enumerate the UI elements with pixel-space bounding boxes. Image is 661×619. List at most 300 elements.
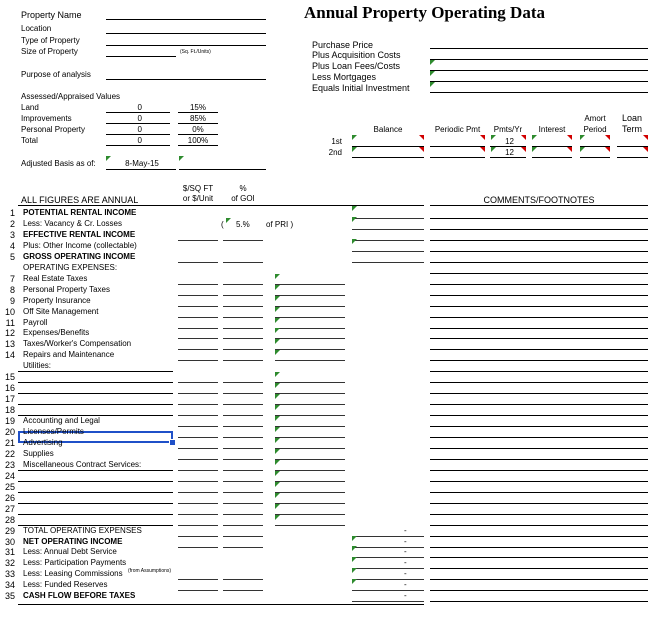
row-label: Advertising [23,438,63,447]
pct-goi-cell [223,481,263,482]
loan-2nd-interest[interactable] [532,157,572,158]
row-number: 35 [4,591,15,601]
expense-input-cell[interactable] [275,404,345,405]
input-marker-icon [352,568,357,573]
per-unit-cell [178,459,218,460]
personal-property-label: Personal Property [21,125,86,134]
comments-header-divider [430,205,648,206]
per-sqft-header-line1: $/SQ FT [182,184,214,193]
comment-cell[interactable] [430,579,648,580]
loan-1st-pmts-yr[interactable]: 12 [505,137,514,146]
per-unit-cell [178,349,218,350]
row-label: TOTAL OPERATING EXPENSES [23,526,142,535]
input-marker-icon [275,296,280,301]
row-number: 7 [9,274,15,284]
row-underline[interactable] [18,404,173,405]
row-number: 4 [9,241,15,251]
land-label: Land [21,103,39,112]
input-marker-icon [430,60,435,65]
row-number: 19 [4,416,15,426]
expense-input-cell[interactable] [275,338,345,339]
row-number: 3 [9,230,15,240]
row-number: 32 [4,558,15,568]
row-number: 10 [4,307,15,317]
comment-marker-icon [419,147,424,152]
row-label: Miscellaneous Contract Services: [23,460,142,469]
row-number: 22 [4,449,15,459]
row-number: 26 [4,493,15,503]
total-pct: 100% [187,136,209,145]
pct-goi-cell [223,437,263,438]
pct-goi-cell [223,306,263,307]
row-number: 13 [4,339,15,349]
row-number: 20 [4,427,15,437]
input-marker-icon [275,493,280,498]
row-label: Expenses/Benefits [23,328,90,337]
input-marker-icon [275,328,280,333]
row-number: 1 [9,208,15,218]
input-marker-icon [275,471,280,476]
pct-goi-cell [223,262,263,263]
input-marker-icon [352,557,357,562]
row-number: 27 [4,504,15,514]
row-label: POTENTIAL RENTAL INCOME [23,208,137,217]
comments-footnotes-header: COMMENTS/FOOTNOTES [483,195,595,205]
row-number: 25 [4,482,15,492]
input-marker-icon [430,82,435,87]
comment-marker-icon [521,147,526,152]
expense-input-cell[interactable] [275,448,345,449]
pct-goi-cell [223,338,263,339]
total-cell [352,601,424,602]
comment-cell[interactable] [430,284,648,285]
total-cell [352,568,424,569]
comment-cell[interactable] [430,459,648,460]
row-number: 33 [4,569,15,579]
total-dash: - [404,558,407,567]
row-label: Repairs and Maintenance [23,350,115,359]
input-marker-icon [275,504,280,509]
comment-cell[interactable] [430,514,648,515]
initial-investment-value [430,92,648,93]
input-marker-icon [352,206,357,211]
pct-goi-cell [223,448,263,449]
row-label: Licenses/Permits [23,427,84,436]
total-dash: - [404,547,407,556]
total-value: 0 [137,136,142,145]
row-underline[interactable] [18,382,173,383]
loan-term-header-line2: Term [622,124,642,134]
adjusted-basis-date[interactable]: 8-May-15 [125,159,159,168]
row-number: 12 [4,328,15,338]
comment-marker-icon [605,147,610,152]
row-underline[interactable] [18,371,173,372]
comment-cell[interactable] [430,306,648,307]
per-unit-cell [178,503,218,504]
input-marker-icon [275,515,280,520]
per-unit-cell [178,284,218,285]
acquisition-costs-input[interactable] [430,59,648,60]
property-name-label: Property Name [21,10,82,20]
comment-cell[interactable] [430,328,648,329]
comment-cell[interactable] [430,448,648,449]
row-underline[interactable] [18,393,173,394]
pct-goi-cell [223,579,263,580]
type-of-property-label: Type of Property [21,36,80,45]
input-marker-icon [352,217,357,222]
loan-fees-input[interactable] [430,70,648,71]
comment-marker-icon [643,147,648,152]
loan-1st-periodic-pmt [430,146,485,147]
total-dash: - [404,526,407,535]
per-unit-cell [178,393,218,394]
loan-2nd-amort[interactable] [580,157,610,158]
pct-goi-cell [223,404,263,405]
input-marker-icon [275,394,280,399]
input-marker-icon [275,285,280,290]
row-label: Accounting and Legal [23,416,100,425]
per-unit-cell [178,382,218,383]
comment-cell[interactable] [430,601,648,602]
loan-1st-balance[interactable] [352,146,424,147]
loan-1st-label: 1st [331,137,342,146]
less-mortgages-input[interactable] [430,81,648,82]
input-marker-icon [352,546,357,551]
comment-cell[interactable] [430,492,648,493]
row-label: Less: Annual Debt Service [23,547,117,556]
per-unit-cell [178,338,218,339]
per-sqft-header-line2: or $/Unit [182,194,214,203]
per-unit-cell [178,481,218,482]
pct-goi-cell [223,317,263,318]
expense-input-cell[interactable] [275,382,345,383]
pct-goi-header-line1: % [239,184,247,193]
row-underline[interactable] [18,492,173,493]
row-label: Less: Participation Payments [23,558,127,567]
comment-cell[interactable] [430,470,648,471]
comment-cell[interactable] [430,349,648,350]
per-unit-cell [178,262,218,263]
row-number: 17 [4,394,15,404]
expense-input-cell[interactable] [275,393,345,394]
row-number: 34 [4,580,15,590]
expense-input-cell[interactable] [275,360,345,361]
expense-input-cell[interactable] [275,481,345,482]
expense-input-cell[interactable] [275,514,345,515]
pct-goi-cell [223,349,263,350]
per-unit-cell [178,317,218,318]
comment-marker-icon [643,135,648,140]
loan-2nd-label: 2nd [328,148,342,157]
row-number: 14 [4,350,15,360]
total-cell[interactable] [352,218,424,219]
fill-handle[interactable] [169,439,176,446]
total-dash: - [404,569,407,578]
row-number: 11 [5,318,15,328]
pct-goi-cell [223,525,263,526]
total-cell [352,240,424,241]
expense-input-cell[interactable] [275,470,345,471]
total-cell [352,262,424,263]
per-unit-cell [178,579,218,580]
pct-goi-cell [223,426,263,427]
input-marker-icon [352,536,357,541]
row-number: 23 [4,460,15,470]
per-unit-cell [178,492,218,493]
row-label: Personal Property Taxes [23,285,111,294]
pct-goi-cell [223,503,263,504]
input-marker-icon [580,147,585,152]
size-of-property-input[interactable] [106,56,176,57]
input-marker-icon [580,135,585,140]
input-marker-icon [275,372,280,377]
expense-input-cell[interactable] [275,284,345,285]
input-marker-icon [275,449,280,454]
input-marker-icon [275,416,280,421]
comment-cell[interactable] [430,525,648,526]
pct-goi-cell [223,536,263,537]
pct-goi-cell [223,240,263,241]
row-label: Taxes/Worker's Compensation [23,339,132,348]
total-dash: - [404,591,407,600]
expense-input-cell[interactable] [275,415,345,416]
comment-cell[interactable] [430,218,648,219]
expense-input-cell[interactable] [275,349,345,350]
expense-input-cell[interactable] [275,426,345,427]
amort-header-line1: Amort [584,114,606,123]
pct-goi-cell [223,360,263,361]
row-label: NET OPERATING INCOME [23,537,123,546]
balance-header: Balance [373,125,403,134]
total-cell [352,557,424,558]
row-number: 29 [4,526,15,536]
table-bottom-border [18,604,424,605]
acquisition-costs-label: Plus Acquisition Costs [312,50,401,60]
expense-input-cell[interactable] [275,328,345,329]
purchase-price-input[interactable] [430,48,648,49]
expense-input-cell[interactable] [275,459,345,460]
comment-marker-icon [567,147,572,152]
purpose-label: Purpose of analysis [21,70,91,79]
pct-goi-cell [223,393,263,394]
comment-cell[interactable] [430,404,648,405]
total-cell [352,547,424,548]
input-marker-icon [275,460,280,465]
row-label: Utilities: [23,361,52,370]
row-number: 5 [9,252,15,262]
per-unit-cell [178,306,218,307]
size-of-property-label: Size of Property [21,47,78,56]
row-underline[interactable] [18,481,173,482]
per-unit-cell [178,470,218,471]
expense-input-cell[interactable] [275,295,345,296]
pct-goi-header-line2: of GOI [231,194,255,203]
comment-cell[interactable] [430,503,648,504]
row-number: 31 [4,547,15,557]
header-divider [18,205,424,206]
improvements-value[interactable]: 0 [137,114,142,123]
comment-cell[interactable] [430,568,648,569]
input-marker-icon [275,339,280,344]
vacancy-pct[interactable]: 5.% [236,220,250,229]
total-cell [352,536,424,537]
expense-input-cell[interactable] [275,525,345,526]
land-pct[interactable]: 15% [189,103,206,112]
comment-cell[interactable] [430,317,648,318]
total-dash: - [404,537,407,546]
purpose-input[interactable] [106,79,266,80]
interest-header: Interest [538,125,566,134]
loan-2nd-balance[interactable] [352,157,424,158]
pmts-yr-header: Pmts/Yr [493,125,523,134]
expense-input-cell[interactable] [275,306,345,307]
input-marker-icon [352,147,357,152]
loan-1st-interest[interactable] [532,146,572,147]
comment-cell[interactable] [430,273,648,274]
improvements-pct[interactable]: 85% [189,114,206,123]
expense-input-cell[interactable] [275,503,345,504]
input-marker-icon [532,147,537,152]
comment-cell[interactable] [430,557,648,558]
comment-cell[interactable] [430,536,648,537]
page-title: Annual Property Operating Data [304,3,545,22]
row-underline[interactable] [18,503,173,504]
input-marker-icon [275,350,280,355]
participation-note: (from Assumptions) [128,568,172,574]
comment-cell[interactable] [430,360,648,361]
pct-goi-cell [223,328,263,329]
personal-property-pct[interactable]: 0% [192,125,204,134]
loan-term-header-line1: Loan [621,113,643,123]
row-label: Off Site Management [23,307,99,316]
total-cell[interactable] [352,229,424,230]
per-unit-cell [178,514,218,515]
pct-goi-cell [223,415,263,416]
assessed-values-label: Assessed/Appraised Values [21,92,121,101]
row-label: Property Insurance [23,296,91,305]
input-marker-icon [106,156,111,161]
comment-cell[interactable] [430,590,648,591]
per-unit-cell [178,437,218,438]
input-marker-icon [275,318,280,323]
row-underline[interactable] [18,514,173,515]
pct-goi-cell [223,470,263,471]
comment-marker-icon [521,135,526,140]
row-label: Less: Funded Reserves [23,580,108,589]
comment-cell[interactable] [430,262,648,263]
comment-cell[interactable] [430,338,648,339]
comment-cell[interactable] [430,415,648,416]
expense-input-cell[interactable] [275,437,345,438]
per-unit-cell [178,328,218,329]
pct-goi-cell [223,382,263,383]
personal-property-value[interactable]: 0 [137,125,142,134]
total-dash: - [404,580,407,589]
total-label: Total [21,136,38,145]
comment-cell[interactable] [430,437,648,438]
comment-cell[interactable] [430,251,648,252]
per-unit-cell [178,240,218,241]
pct-goi-cell [223,590,263,591]
type-of-property-input[interactable] [106,45,266,46]
row-number: 8 [9,285,15,295]
per-unit-cell [178,415,218,416]
input-marker-icon [275,405,280,410]
row-label: GROSS OPERATING INCOME [23,252,136,261]
vacancy-open-paren: ( [221,220,224,229]
location-input[interactable] [106,33,266,34]
comment-marker-icon [567,135,572,140]
comment-cell[interactable] [430,240,648,241]
row-number: 21 [4,438,15,448]
pct-goi-cell [223,459,263,460]
loan-2nd-pmts-yr[interactable]: 12 [505,148,514,157]
row-underline[interactable] [18,470,173,471]
comment-cell[interactable] [430,426,648,427]
comment-marker-icon [480,135,485,140]
input-marker-icon [352,135,357,140]
total-cell [352,590,424,591]
comment-cell[interactable] [430,393,648,394]
expense-input-cell[interactable] [275,492,345,493]
loan-2nd-periodic-pmt [430,157,485,158]
size-units-note: (Sq. Ft./Units) [180,49,211,55]
comment-cell[interactable] [430,295,648,296]
comment-cell[interactable] [430,481,648,482]
less-mortgages-label: Less Mortgages [312,72,377,82]
land-value[interactable]: 0 [137,103,142,112]
total-cell[interactable] [352,251,424,252]
per-unit-cell [178,404,218,405]
per-unit-cell [178,525,218,526]
row-number: 28 [4,515,15,525]
row-label: CASH FLOW BEFORE TAXES [23,591,136,600]
per-unit-cell [178,536,218,537]
input-marker-icon [275,438,280,443]
row-number: 15 [4,372,15,382]
property-name-input[interactable] [106,19,266,20]
row-label: Supplies [23,449,54,458]
per-unit-cell [178,295,218,296]
comment-cell[interactable] [430,547,648,548]
improvements-label: Improvements [21,114,72,123]
row-label: Real Estate Taxes [23,274,88,283]
per-unit-cell [178,426,218,427]
comment-cell[interactable] [430,371,648,372]
row-label: Less: Vacancy & Cr. Losses [23,219,123,228]
input-marker-icon [352,239,357,244]
comment-marker-icon [480,147,485,152]
loan-2nd-term[interactable] [617,157,648,158]
row-label: Less: Leasing Commissions [23,569,123,578]
expense-input-cell[interactable] [275,317,345,318]
input-marker-icon [275,274,280,279]
amort-header-line2: Period [583,125,607,134]
all-figures-annual-header: ALL FIGURES ARE ANNUAL [21,195,139,205]
row-label: OPERATING EXPENSES: [23,263,118,272]
input-marker-icon [275,482,280,487]
input-marker-icon [179,156,184,161]
row-label: EFFECTIVE RENTAL INCOME [23,230,136,239]
input-marker-icon [275,383,280,388]
location-label: Location [21,24,52,33]
comment-cell[interactable] [430,382,648,383]
purchase-price-label: Purchase Price [312,40,374,50]
comment-marker-icon [605,135,610,140]
input-marker-icon [430,71,435,76]
per-unit-cell [178,547,218,548]
comment-cell[interactable] [430,229,648,230]
